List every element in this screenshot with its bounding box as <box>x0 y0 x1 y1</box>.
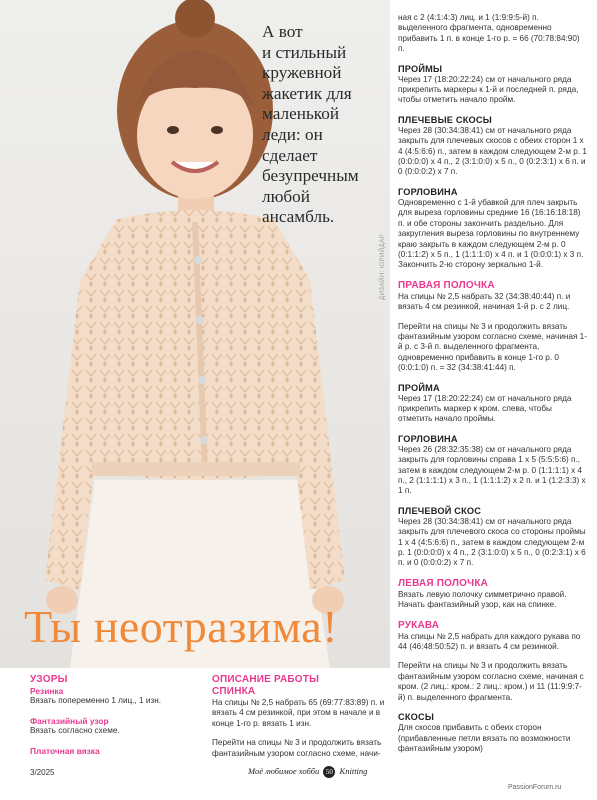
section-heading: ПРОЙМЫ <box>398 63 443 74</box>
patterns-title: УЗОРЫ <box>30 674 68 685</box>
section-text: Для скосов прибавить с обеих сторон (прибавленные петли вязать по возможности фантазийным узором) <box>398 723 571 753</box>
pattern-heading: Резинка <box>30 686 64 696</box>
section-shoulder-slope <box>398 506 588 569</box>
section-text: Перейти на спицы № 3 и продолжить вязать фантазийным узором согласно схеме, начиная с кром. (2 лиц.: кром.: 2 лиц.: кром.) и 11 (11:9:9:7-й) п. выделенного фрагмента. <box>398 661 584 702</box>
patterns-column <box>30 674 195 756</box>
section-text: Одновременно с 1-й убавкой для плеч закрыть для выреза горловины средние 16 (16:16:18:18) п. и обе стороны закончить раздельно. Для закругления выреза горловины по внутреннему краю закрыть в каждом следующем 2-м р. 0 (0:1:1:2) х 5 п., 1 (1:1:1:0) х 4 п. и 1 (0:0:0:1) х 3 п. Закончить 2-ю сторону зеркально 1-й. <box>398 197 584 270</box>
pattern-text: Вязать согласно схеме. <box>30 726 120 736</box>
section-text: Через 28 (30:34:38:41) см от начального ряда закрыть для плечевых скосов с обеих сторон 1 х 4 (4:5:6:6) п., затем в каждом следующем 2-м р. 1 (0:0:0:0) х 4 п., 2 (3:1:0:0) х 5 п., 0 (0:2:3:1) х 6 п. и 0 (0:0:0:2) х 7 п. <box>398 125 587 177</box>
section-slopes <box>398 712 588 754</box>
tagline: А вот и стильный кружевной жакетик для маленькой леди: он сделает безупречным любой ансамбль. <box>262 22 359 227</box>
section-armholes <box>398 64 588 106</box>
issue-number: 3/2025 <box>30 768 55 777</box>
description-text: На спицы № 2,5 набрать 65 (69:77:83:89) п. и вязать 4 см резинкой, при этом в начале и в конце 1-го р. вязать 1 изн. <box>212 698 385 728</box>
section-heading: ПЛЕЧЕВЫЕ СКОСЫ <box>398 114 492 125</box>
section-sleeves <box>398 620 588 703</box>
watermark: PassionForum.ru <box>508 784 562 791</box>
intro-text: ная с 2 (4:1:4:3) лиц. и 1 (1:9:9:5-й) п. выделенного фрагмента, одновременно прибавить 1 п. в конце 1-го р. = 66 (70:78:84:90) п. <box>398 13 580 54</box>
section-heading: СКОСЫ <box>398 712 435 723</box>
section-heading: ГОРЛОВИНА <box>398 433 458 444</box>
section-heading-accent: ПРАВАЯ ПОЛОЧКА <box>398 279 495 291</box>
section-text: Вязать левую полочку симметрично правой. Начать фантазийный узор, как на спинке. <box>398 589 567 610</box>
page-number: 50 <box>323 766 335 778</box>
section-text: На спицы № 2,5 набрать для каждого рукава по 44 (46:48:50:52) п. и вязать 4 см резинкой. <box>398 631 581 652</box>
section-left-front <box>398 578 588 611</box>
section-heading-accent: ЛЕВАЯ ПОЛОЧКА <box>398 577 489 589</box>
section-heading: ПРОЙМА <box>398 382 440 393</box>
section-armhole <box>398 383 588 425</box>
page-headline: Ты неотразима! <box>24 601 339 652</box>
section-right-front <box>398 280 588 374</box>
section-neckline-front <box>398 434 588 497</box>
description-subtitle: СПИНКА <box>212 686 256 697</box>
pattern-text: Вязать попеременно 1 лиц., 1 изн. <box>30 696 161 706</box>
section-text: На спицы № 2,5 набрать 32 (34:38:40:44) п. и вязать 4 см резинкой, начиная 1-й р. с 2 лиц. <box>398 291 571 312</box>
magazine-brand: Knitting <box>339 766 368 776</box>
section-text: Через 28 (30:34:38:41) см от начального ряда закрыть для плечевого скоса со стороны проймы 1 х 4 (4:5:6:6) п., затем в каждом следующем 2-м р. 1 (0:0:0:0) х 4 п., 2 (3:1:0:0) х 5 п., 0 (0:2:3:1) х 6 п. и 0 (0:0:0:2) х 7 п. <box>398 516 586 568</box>
section-heading: ГОРЛОВИНА <box>398 186 458 197</box>
section-text: Через 17 (18:20:22:24) см от начального ряда прикрепить маркер к кром. слева, чтобы отметить начало проймы. <box>398 393 572 424</box>
pattern-heading: Платочная вязка <box>30 745 100 756</box>
section-text: Перейти на спицы № 3 и продолжить вязать фантазийным узором согласно схеме, начиная 1-й р. с 3-й п. выделенного фрагмента, одновременно прибавить в конце 1-го р. 0 (0:0:1:0) п. = 32 (34:38:41:44) п. <box>398 321 587 373</box>
section-heading: ПЛЕЧЕВОЙ СКОС <box>398 505 482 516</box>
photo-credit: ДИЗАЙН: ЮРИЙДАР <box>380 233 386 300</box>
instructions-right-column <box>398 13 588 763</box>
section-text: Через 26 (28:32:35:38) см от начального ряда закрыть для горловины справа 1 х 5 (5:5:5:6) п., затем в каждом следующем 2-м р. 0 (1:1:1:1) х 4 п., 2 (1:1:1:1) х 3 п., 1 (1:1:1:2) х 2 п. и 1 (1:2:3:3) х 1 п. <box>398 444 586 496</box>
section-shoulder-slopes <box>398 115 588 178</box>
description-text: Перейти на спицы № 3 и продолжить вязать фантазийным узором согласно схеме, начи- <box>212 738 382 758</box>
section-text: Через 17 (18:20:22:24) см от начального ряда прикрепить маркеры к 1-й и последней п. ряда, чтобы отметить начало пройм. <box>398 74 579 105</box>
work-description-column <box>212 674 392 768</box>
description-title: ОПИСАНИЕ РАБОТЫ <box>212 674 320 685</box>
section-neckline <box>398 187 588 271</box>
magazine-name: Моё любимое хобби <box>248 766 320 776</box>
pattern-heading: Фантазийный узор <box>30 715 109 726</box>
section-heading-accent: РУКАВА <box>398 619 440 631</box>
magazine-footer <box>248 766 367 778</box>
